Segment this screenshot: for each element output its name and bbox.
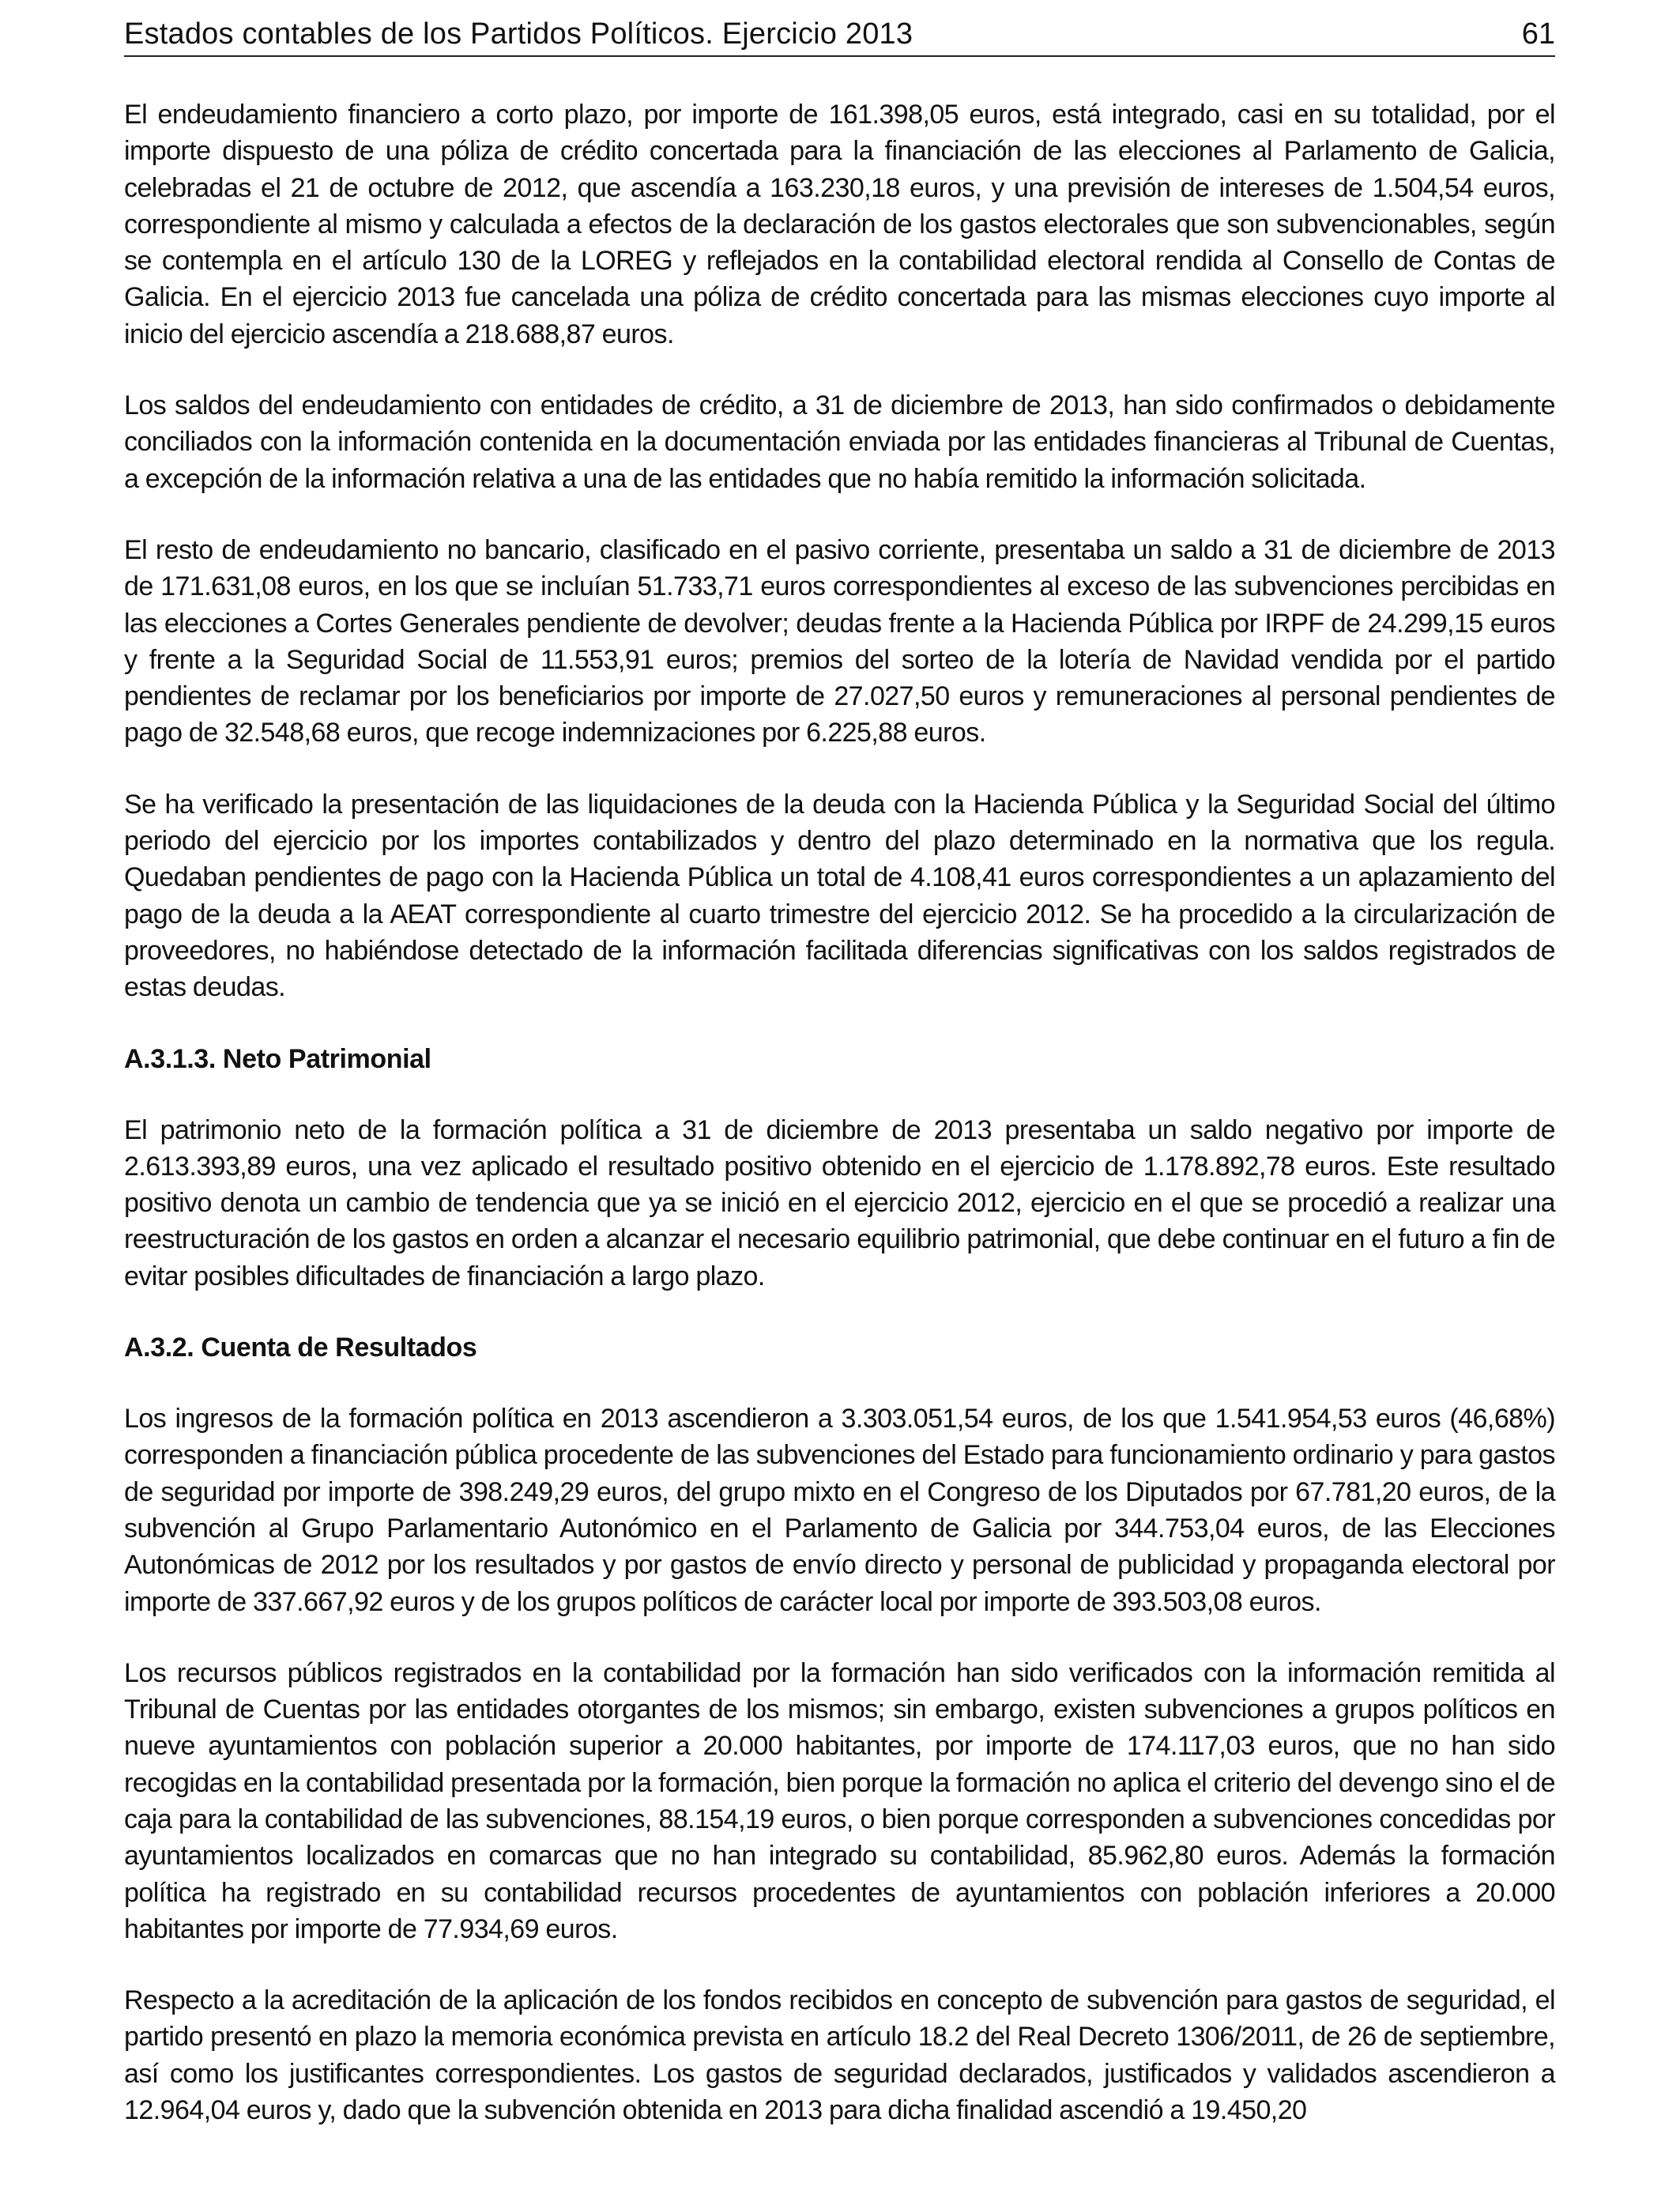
paragraph-credit-balances: Los saldos del endeudamiento con entidades de crédito, a 31 de diciembre de 2013, han sido confirmados o debidamente conciliados con la información contenida en la documentación enviada por las entidades financieras al Tribunal de Cuentas, a excepción de la información relativa a una de las entidades que no había remitido la información solicitada. (124, 390, 1555, 494)
page-number: 61 (1521, 17, 1555, 51)
paragraph-non-bank-debt: El resto de endeudamiento no bancario, clasificado en el pasivo corriente, presentaba un saldo a 31 de diciembre de 2013 de 171.631,08 euros, en los que se incluían 51.733,71 euros correspondientes al exceso de las subvenciones percibidas en las elecciones a Cortes Generales pendiente de devolver; deudas frente a la Hacienda Pública por IRPF de 24.299,15 euros y frente a la Seguridad Social de 11.553,91 euros; premios del sorteo de la lotería de Navidad vendida por el partido pendientes de reclamar por los beneficiarios por importe de 27.027,50 euros y remuneraciones al personal pendientes de pago de 32.548,68 euros, que recoge indemnizaciones por 6.225,88 euros. (124, 534, 1555, 748)
paragraph-tax-settlements: Se ha verificado la presentación de las liquidaciones de la deuda con la Hacienda Pública y la Seguridad Social del último periodo del ejercicio por los importes contabilizados y dentro del plazo determinado en la normativa que los regula. Quedaban pendientes de pago con la Hacienda Pública un total de 4.108,41 euros correspondientes a un aplazamiento del pago de la deuda a la AEAT correspondiente al cuarto trimestre del ejercicio 2012. Se ha procedido a la circularización de proveedores, no habiéndose detectado de la información facilitada diferencias significativas con los saldos registrados de estas deudas. (124, 789, 1555, 1003)
paragraph-income: Los ingresos de la formación política en 2013 ascendieron a 3.303.051,54 euros, de los que 1.541.954,53 euros (46,68%) corresponden a financiación pública procedente de las subvenciones del Estado para funcionamiento ordinario y para gastos de seguridad por importe de 398.249,29 euros, del grupo mixto en el Congreso de los Diputados por 67.781,20 euros, de la subvención al Grupo Parlamentario Autonómico en el Parlamento de Galicia por 344.753,04 euros, de las Elecciones Autonómicas de 2012 por los resultados y por gastos de envío directo y personal de publicidad y propaganda electoral por importe de 337.667,92 euros y de los grupos políticos de carácter local por importe de 393.503,08 euros. (124, 1404, 1555, 1617)
paragraph-public-resources: Los recursos públicos registrados en la contabilidad por la formación han sido verificados con la información remitida al Tribunal de Cuentas por las entidades otorgantes de los mismos; sin embargo, existen subvenciones a grupos políticos en nueve ayuntamientos con población superior a 20.000 habitantes, por importe de 174.117,03 euros, que no han sido recogidas en la contabilidad presentada por la formación, bien porque la formación no aplica el criterio del devengo sino el de caja para la contabilidad de las subvenciones, 88.154,19 euros, o bien porque corresponden a subvenciones concedidas por ayuntamientos localizados en comarcas que no han integrado su contabilidad, 85.962,80 euros. Además la formación política ha registrado en su contabilidad recursos procedentes de ayuntamientos con población inferiores a 20.000 habitantes por importe de 77.934,69 euros. (124, 1657, 1555, 1944)
section-heading-cuenta-resultados: A.3.2. Cuenta de Resultados (124, 1333, 477, 1363)
paragraph-security-subsidy: Respecto a la acreditación de la aplicación de los fondos recibidos en concepto de subvención para gastos de seguridad, el partido presentó en plazo la memoria económica prevista en artículo 18.2 del Real Decreto 1306/2011, de 26 de septiembre, así como los justificantes correspondientes. Los gastos de seguridad declarados, justificados y validados ascendieron a 12.964,04 euros y, dado que la subvención obtenida en 2013 para dicha finalidad ascendió a 19.450,20 (124, 1985, 1555, 2126)
paragraph-net-equity: El patrimonio neto de la formación política a 31 de diciembre de 2013 presentaba un saldo negativo por importe de 2.613.393,89 euros, una vez aplicado el resultado positivo obtenido en el ejercicio de 1.178.892,78 euros. Este resultado positivo denota un cambio de tendencia que ya se inició en el ejercicio 2012, ejercicio en el que se procedió a realizar una reestructuración de los gastos en orden a alcanzar el necesario equilibrio patrimonial, que debe continuar en el futuro a fin de evitar posibles dificultades de financiación a largo plazo. (124, 1114, 1555, 1291)
page-header (124, 14, 1555, 57)
document-body (124, 96, 1555, 2163)
paragraph-short-term-debt: El endeudamiento financiero a corto plazo, por importe de 161.398,05 euros, está integrado, casi en su totalidad, por el importe dispuesto de una póliza de crédito concertada para la financiación de las elecciones al Parlamento de Galicia, celebradas el 21 de octubre de 2012, que ascendía a 163.230,18 euros, y una previsión de intereses de 1.504,54 euros, correspondiente al mismo y calculada a efectos de la declaración de los gastos electorales que son subvencionables, según se contempla en el artículo 130 de la LOREG y reflejados en la contabilidad electoral rendida al Consello de Contas de Galicia. En el ejercicio 2013 fue cancelada una póliza de crédito concertada para las mismas elecciones cuyo importe al inicio del ejercicio ascendía a 218.688,87 euros. (124, 100, 1555, 349)
header-title: Estados contables de los Partidos Políticos. Ejercicio 2013 (124, 17, 913, 51)
section-heading-neto-patrimonial: A.3.1.3. Neto Patrimonial (124, 1043, 431, 1074)
